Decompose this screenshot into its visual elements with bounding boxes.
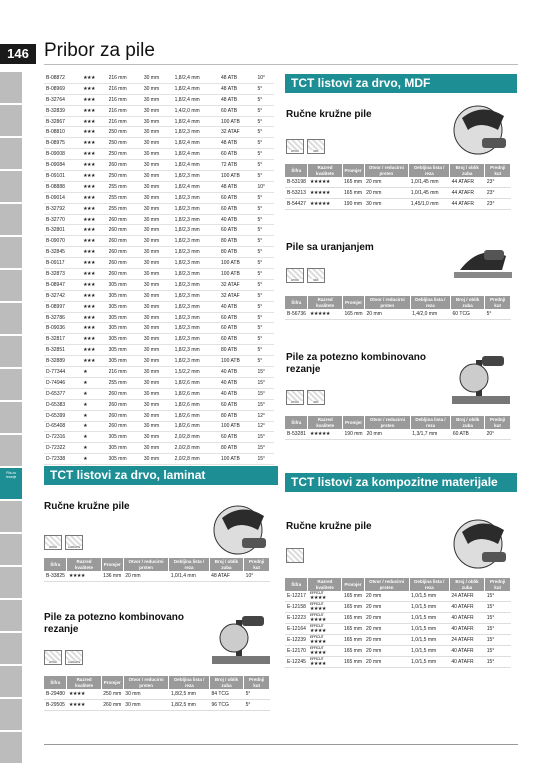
mdf-icon: MDF	[307, 139, 325, 154]
page-title: Pribor za pile	[44, 40, 155, 61]
wood-icon: WOOD	[44, 535, 62, 550]
column-header: Promjer	[342, 578, 364, 591]
table-row: E-12158 EFFICUT ★★★★ 165 mm 20 mm 1,0/1,5 mm 40 ATAFR 15°	[285, 602, 511, 613]
column-header: Debljina lista / reza	[409, 578, 449, 591]
column-header: Debljina lista / reza	[169, 558, 209, 571]
laminate-icon: LAMINATE	[65, 535, 83, 550]
plunge-saw-icon	[450, 236, 516, 294]
column-header: Prednji kut	[244, 676, 270, 689]
side-tab-7[interactable]	[0, 303, 22, 334]
column-header: Broj / oblik zuba	[209, 676, 243, 689]
table-row: B-32839 ★★★ 216 mm 30 mm 1,4/2,0 mm 60 ATB 5°	[44, 105, 274, 116]
column-header: Promjer	[342, 296, 364, 309]
table-row: D-65377 ★ 260 mm 30 mm 1,8/2,6 mm 40 ATB 15°	[44, 388, 274, 399]
column-header: Šifra	[285, 296, 308, 309]
wood-icon: WOOD	[286, 139, 304, 154]
column-header: Šifra	[285, 578, 308, 591]
side-tab-0[interactable]	[0, 72, 22, 103]
column-header: Promjer	[342, 164, 364, 177]
side-tab-6[interactable]	[0, 270, 22, 301]
kompozit-circular-table	[285, 578, 511, 668]
table-row: B-53198 ★★★★★ 165 mm 20 mm 1,0/1,45 mm 44 ATAFR 23°	[285, 177, 511, 188]
main-blade-table	[44, 73, 274, 465]
column-header: Šifra	[44, 558, 67, 571]
column-header: Prednji kut	[485, 578, 511, 591]
side-tab-12[interactable]: Pila za rezanje	[0, 468, 22, 499]
column-header: Promjer	[101, 558, 123, 571]
column-header: Razred kvalitete	[308, 578, 342, 591]
side-tab-18[interactable]	[0, 666, 22, 697]
miter-saw-icon	[206, 608, 274, 668]
laminat-banner: TCT listovi za drvo, laminat	[44, 466, 278, 485]
table-row: E-12245 EFFICUT ★★★★ 165 mm 20 mm 1,0/1,5 mm 40 ATAFR 15°	[285, 657, 511, 668]
efficut-label: EFFICUT	[309, 590, 324, 595]
mdf-banner: TCT listovi za drvo, MDF	[285, 74, 517, 93]
table-row: B-29480 ★★★★ 250 mm 30 mm 1,8/2,5 mm 84 TCG 5°	[44, 689, 270, 700]
table-row: B-32801 ★★★ 260 mm 30 mm 1,8/2,3 mm 60 ATB 5°	[44, 225, 274, 236]
column-header: Otvor / reducirni prsten	[365, 296, 411, 309]
column-header: Razred kvalitete	[308, 416, 343, 429]
column-header: Broj / oblik zuba	[451, 296, 485, 309]
column-header: Šifra	[44, 676, 67, 689]
table-row: B-08872 ★★★ 216 mm 30 mm 1,8/2,4 mm 48 ATB 10°	[44, 73, 274, 83]
table-row: B-32851 ★★★ 305 mm 30 mm 1,8/2,3 mm 80 ATB 5°	[44, 345, 274, 356]
laminat-miter-heading: Pile za potezno kombinovano rezanje	[44, 612, 185, 635]
column-header: Razred kvalitete	[67, 558, 101, 571]
table-row: B-54427 ★★★★★ 190 mm 30 mm 1,45/1,0 mm 44 ATAFR 23°	[285, 199, 511, 210]
table-row: B-32873 ★★★ 260 mm 30 mm 1,8/2,3 mm 100 ATB 5°	[44, 269, 274, 280]
circular-saw-icon	[448, 510, 516, 572]
column-header: Prednji kut	[485, 416, 511, 429]
mdf-circular-heading: Ručne kružne pile	[286, 109, 372, 120]
column-header: Prednji kut	[485, 164, 511, 177]
wood-icon: WOOD	[286, 390, 304, 405]
efficut-label: EFFICUT	[309, 601, 324, 606]
side-tab-15[interactable]	[0, 567, 22, 598]
mdf-icon: MDF	[307, 390, 325, 405]
circular-saw-icon	[448, 96, 516, 158]
efficut-label: EFFICUT	[309, 612, 324, 617]
table-row: B-08888 ★★★ 255 mm 30 mm 1,8/2,4 mm 48 ATB 10°	[44, 181, 274, 192]
table-row: B-32792 ★★★ 255 mm 30 mm 1,8/2,3 mm 60 ATB 5°	[44, 203, 274, 214]
title-divider	[44, 64, 518, 65]
table-row: D-65399 ★ 260 mm 30 mm 1,8/2,6 mm 80 ATB 12°	[44, 410, 274, 421]
table-row: D-72338 ★ 305 mm 30 mm 2,0/2,8 mm 100 ATB 15°	[44, 454, 274, 465]
table-row: B-56736 ★★★★★ 165 mm 20 mm 1,4/2,0 mm 60 TCG 5°	[285, 309, 511, 320]
mdf-miter-heading: Pile za potezno kombinovano rezanje	[286, 352, 427, 375]
side-tab-1[interactable]	[0, 105, 22, 136]
column-header: Razred kvalitete	[67, 676, 101, 689]
laminat-circular-table	[44, 558, 270, 582]
table-row: B-32889 ★★★ 305 mm 30 mm 1,8/2,3 mm 100 ATB 5°	[44, 356, 274, 367]
column-header: Šifra	[285, 164, 308, 177]
footer-rule	[44, 744, 518, 745]
side-tab-16[interactable]	[0, 600, 22, 631]
laminate-icon: LAMINATE	[65, 650, 83, 665]
table-row: B-53213 ★★★★★ 165 mm 20 mm 1,0/1,45 mm 44 ATAFR 23°	[285, 188, 511, 199]
table-row: B-32817 ★★★ 305 mm 30 mm 1,8/2,3 mm 60 ATB 5°	[44, 334, 274, 345]
mdf-miter-table	[285, 416, 511, 440]
column-header: Otvor / reducirni prsten	[364, 578, 409, 591]
column-header: Broj / oblik zuba	[451, 416, 485, 429]
column-header: Debljina lista / reza	[409, 164, 450, 177]
side-tab-2[interactable]	[0, 138, 22, 169]
column-header: Otvor / reducirni prsten	[123, 558, 169, 571]
column-header: Razred kvalitete	[308, 164, 342, 177]
side-tab-17[interactable]	[0, 633, 22, 664]
table-row: B-08947 ★★★ 305 mm 30 mm 1,8/2,3 mm 32 ATAF 5°	[44, 279, 274, 290]
table-row: B-32845 ★★★ 260 mm 30 mm 1,8/2,3 mm 80 ATB 5°	[44, 247, 274, 258]
side-tab-5[interactable]	[0, 237, 22, 268]
table-row: B-09008 ★★★ 250 mm 30 mm 1,8/2,4 mm 60 ATB 5°	[44, 149, 274, 160]
mdf-icon: MDF	[307, 268, 325, 283]
mdf-plunge-table	[285, 296, 511, 320]
efficut-label: EFFICUT	[309, 623, 324, 628]
table-row: B-29505 ★★★★ 260 mm 30 mm 1,8/2,5 mm 96 TCG 5°	[44, 700, 270, 711]
table-row: D-77344 ★ 216 mm 30 mm 1,5/2,2 mm 40 ATB 15°	[44, 367, 274, 378]
kompozit-banner: TCT listovi za kompozitne materijale	[285, 473, 517, 492]
column-header: Broj / oblik zuba	[209, 558, 244, 571]
column-header: Promjer	[343, 416, 365, 429]
table-row: E-12239 EFFICUT ★★★★ 165 mm 20 mm 1,0/1,5 mm 24 ATAFR 15°	[285, 635, 511, 646]
side-tab-11[interactable]	[0, 435, 22, 466]
table-row: E-12217 EFFICUT ★★★★ 165 mm 20 mm 1,0/1,5 mm 24 ATAFR 15°	[285, 591, 511, 602]
table-row: B-32764 ★★★ 216 mm 30 mm 1,8/2,4 mm 48 ATB 5°	[44, 94, 274, 105]
table-row: B-32786 ★★★ 305 mm 30 mm 1,8/2,3 mm 60 ATB 5°	[44, 312, 274, 323]
column-header: Šifra	[285, 416, 308, 429]
table-row: D-65383 ★ 260 mm 30 mm 1,8/2,6 mm 60 ATB 15°	[44, 399, 274, 410]
side-tab-13[interactable]	[0, 501, 22, 532]
column-header: Debljina lista / reza	[169, 676, 210, 689]
table-row: B-09014 ★★★ 255 mm 30 mm 1,8/2,3 mm 60 ATB 5°	[44, 192, 274, 203]
column-header: Prednji kut	[485, 296, 511, 309]
column-header: Broj / oblik zuba	[449, 578, 484, 591]
circular-saw-icon	[208, 496, 274, 558]
table-row: B-08997 ★★★ 305 mm 30 mm 1,8/2,3 mm 40 ATB 5°	[44, 301, 274, 312]
side-tab-3[interactable]	[0, 171, 22, 202]
table-row: E-12223 EFFICUT ★★★★ 165 mm 20 mm 1,0/1,5 mm 40 ATAFR 15°	[285, 613, 511, 624]
side-tab-nav	[0, 72, 22, 765]
table-row: B-09101 ★★★ 250 mm 30 mm 1,8/2,3 mm 100 ATB 5°	[44, 171, 274, 182]
table-row: D-72322 ★ 305 mm 30 mm 2,0/2,8 mm 80 ATB 15°	[44, 443, 274, 454]
column-header: Prednji kut	[244, 558, 270, 571]
table-row: B-32742 ★★★ 305 mm 30 mm 1,8/2,3 mm 32 ATAF 5°	[44, 290, 274, 301]
column-header: Debljina lista / reza	[410, 416, 451, 429]
miter-saw-icon	[446, 348, 516, 408]
column-header: Promjer	[101, 676, 123, 689]
efficut-label: EFFICUT	[309, 656, 324, 661]
column-header: Broj / oblik zuba	[450, 164, 485, 177]
side-tab-4[interactable]	[0, 204, 22, 235]
composite-icon	[286, 548, 304, 563]
side-tab-8[interactable]	[0, 336, 22, 367]
column-header: Debljina lista / reza	[410, 296, 450, 309]
table-row: E-12170 EFFICUT ★★★★ 165 mm 20 mm 1,0/1,5 mm 40 ATAFR 15°	[285, 646, 511, 657]
side-tab-20[interactable]	[0, 732, 22, 763]
mdf-circular-table	[285, 164, 511, 210]
page-number: 146	[0, 44, 36, 64]
side-tab-14[interactable]	[0, 534, 22, 565]
table-row: B-09084 ★★★ 260 mm 30 mm 1,8/2,4 mm 72 ATB 5°	[44, 160, 274, 171]
efficut-label: EFFICUT	[309, 645, 324, 650]
table-row: D-74946 ★ 255 mm 30 mm 1,8/2,6 mm 40 ATB 15°	[44, 377, 274, 388]
table-row: B-08975 ★★★ 250 mm 30 mm 1,8/2,4 mm 48 ATB 5°	[44, 138, 274, 149]
mdf-plunge-heading: Pile sa uranjanjem	[286, 242, 374, 253]
table-row: B-09036 ★★★ 305 mm 30 mm 1,8/2,3 mm 60 ATB 5°	[44, 323, 274, 334]
table-row: B-09070 ★★★ 260 mm 30 mm 1,8/2,3 mm 80 ATB 5°	[44, 236, 274, 247]
side-tab-19[interactable]	[0, 699, 22, 730]
side-tab-9[interactable]	[0, 369, 22, 400]
laminat-miter-table	[44, 676, 270, 711]
table-row: B-08969 ★★★ 216 mm 30 mm 1,8/2,4 mm 48 ATB 5°	[44, 83, 274, 94]
kompozit-circular-heading: Ručne kružne pile	[286, 521, 372, 532]
wood-icon: WOOD	[44, 650, 62, 665]
table-row: D-65408 ★ 260 mm 30 mm 1,8/2,6 mm 100 ATB 12°	[44, 421, 274, 432]
table-row: B-08810 ★★★ 250 mm 30 mm 1,8/2,3 mm 32 ATAF 5°	[44, 127, 274, 138]
table-row: D-72316 ★ 305 mm 30 mm 2,0/2,8 mm 60 ATB 15°	[44, 432, 274, 443]
efficut-label: EFFICUT	[309, 634, 324, 639]
table-row: B-32867 ★★★ 216 mm 30 mm 1,8/2,4 mm 100 ATB 5°	[44, 116, 274, 127]
table-row: B-32770 ★★★ 260 mm 30 mm 1,8/2,3 mm 40 ATB 5°	[44, 214, 274, 225]
table-row: B-09117 ★★★ 260 mm 30 mm 1,8/2,3 mm 100 ATB 5°	[44, 258, 274, 269]
column-header: Razred kvalitete	[308, 296, 343, 309]
wood-icon: WOOD	[286, 268, 304, 283]
column-header: Otvor / reducirni prsten	[123, 676, 169, 689]
side-tab-10[interactable]	[0, 402, 22, 433]
table-row: B-53281 ★★★★★ 190 mm 20 mm 1,3/1,7 mm 60 ATB 20°	[285, 429, 511, 440]
column-header: Otvor / reducirni prsten	[364, 164, 409, 177]
table-row: B-33825 ★★★★ 136 mm 20 mm 1,0/1,4 mm 48 ATAF 10°	[44, 571, 270, 582]
table-row: E-12164 EFFICUT ★★★★ 165 mm 20 mm 1,0/1,5 mm 40 ATAFR 15°	[285, 624, 511, 635]
laminat-circular-heading: Ručne kružne pile	[44, 501, 130, 512]
column-header: Otvor / reducirni prsten	[365, 416, 411, 429]
